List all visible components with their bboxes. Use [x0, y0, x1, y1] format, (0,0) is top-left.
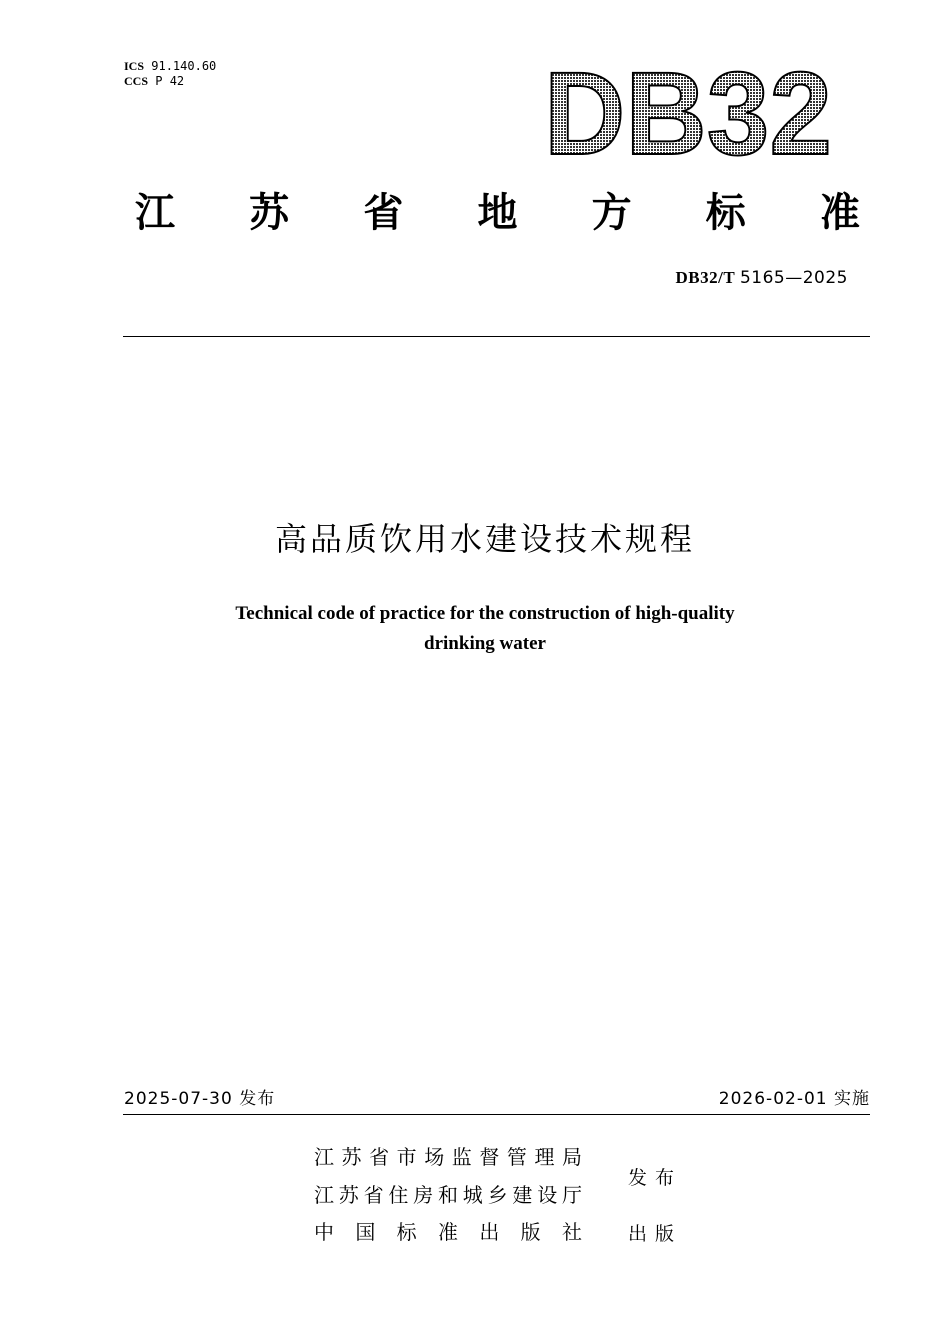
provincial-standard-heading: [135, 185, 860, 241]
heading-char: 准: [819, 190, 860, 236]
heading-char: 地: [477, 190, 518, 236]
issuer-housing-construction: 江苏省住房和城乡建设厅: [314, 1183, 582, 1207]
heading-char: 标: [705, 190, 746, 236]
publisher-char: 版: [520, 1220, 541, 1244]
title-english: [0, 599, 950, 659]
ics-code: ICS 91.140.60: [124, 59, 217, 73]
issue-date: 2025-07-30 发布: [124, 1089, 276, 1109]
implementation-date: 2026-02-01 实施: [718, 1089, 870, 1109]
classification-codes: [124, 59, 216, 89]
publisher-char: 国: [355, 1220, 376, 1244]
title-chinese: 高品质饮用水建设技术规程: [274, 520, 695, 558]
heading-char: 省: [363, 190, 404, 236]
title-english-line: drinking water: [424, 633, 546, 654]
heading-char: 苏: [249, 190, 290, 236]
issue-label: 发布: [628, 1167, 683, 1189]
svg-text:DB32: DB32: [544, 50, 832, 168]
publisher-char: 标: [396, 1220, 417, 1244]
title-english-line: Technical code of practice for the construction of high-quality: [235, 603, 735, 624]
top-divider: [123, 336, 870, 337]
heading-char: 江: [135, 190, 175, 236]
standard-number: DB32/T 5165—2025: [675, 268, 848, 288]
db32-logo: [540, 50, 840, 168]
publisher-char: 中: [314, 1220, 334, 1244]
ccs-code: CCS P 42: [124, 74, 185, 88]
publisher-char: 社: [561, 1220, 582, 1244]
issuer-market-regulation: 江苏省市场监督管理局: [314, 1145, 582, 1169]
bottom-divider: [123, 1114, 870, 1115]
publisher-char: 出: [479, 1220, 500, 1244]
publisher-char: 准: [437, 1220, 458, 1244]
heading-char: 方: [591, 190, 632, 236]
publish-label: 出版: [628, 1223, 683, 1245]
publisher: [314, 1219, 582, 1245]
